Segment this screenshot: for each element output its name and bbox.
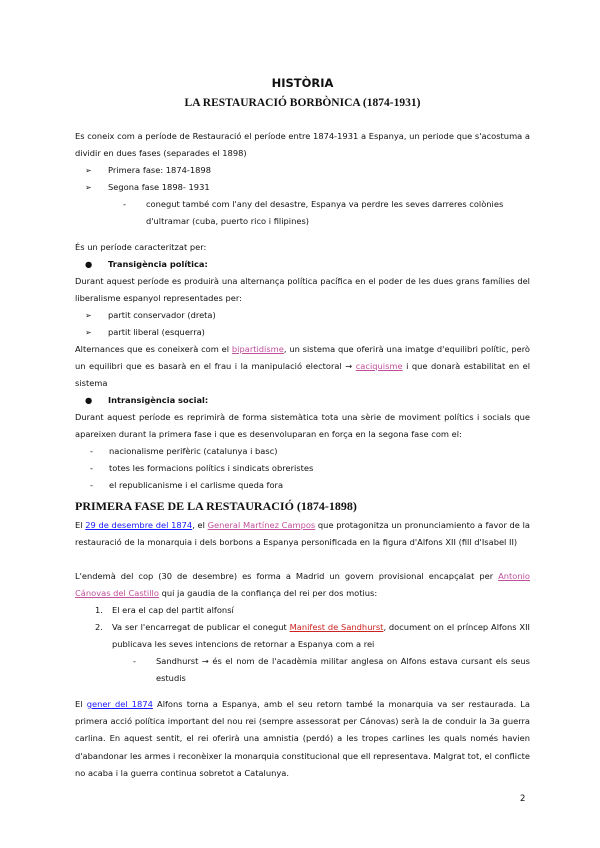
bipartidisme-link[interactable]: bipartidisme — [231, 344, 284, 354]
dash-bullet-icon: - — [90, 463, 93, 473]
first-phase-paragraph-3 — [75, 696, 530, 782]
social-label: Intransigència social: — [108, 395, 209, 405]
reason-text-block — [112, 619, 530, 653]
first-phase-paragraph-2 — [75, 568, 530, 602]
paragraph-text: , el — [192, 520, 205, 530]
arrow-bullet-icon: ➢ — [85, 183, 92, 192]
numbered-item — [95, 602, 530, 619]
alternances-text: i que donarà estabilitat en el sistema — [75, 361, 531, 389]
reason-text: El era el cap del partit alfonsí — [112, 605, 234, 615]
social-item: totes les formacions polítics i sindicats obreristes — [109, 463, 314, 473]
dash-bullet-icon: - — [90, 446, 93, 456]
paragraph-text: Alfons torna a Espanya, amb el seu retorn també la monarquia va ser restaurada. La primera acció política important del nou rei (sempre assessorat per Cánovas) serà la de conduir la 3a guerra carlina. En aquest sentit, el rei oferirà una amnistia (perdó) a les tropes carlines les quals només havien d'abandonar les armes i reconèixer la monarquia constitucional que ell representava. Malgrat tot, el conflicte no acaba i la guerra continua sobretot a Catalunya. — [75, 699, 531, 778]
social-paragraph: Durant aquest període es reprimirà de forma sistemàtica tota una sèrie de moviment polítics i socials que apareixen durant la primera fase i que es desenvoluparan en força en la segona fase com el: — [75, 412, 530, 440]
characterized-line: És un període caracteritzat per: — [75, 242, 207, 252]
page-subtitle: LA RESTAURACIÓ BORBÒNICA (1874-1931) — [184, 97, 421, 109]
martinez-campos-link[interactable]: General Martínez Campos — [207, 520, 316, 530]
arrow-bullet-icon: ➢ — [85, 311, 92, 320]
arrow-bullet-icon: ➢ — [85, 166, 92, 175]
sandhurst-note: Sandhurst → és el nom de l'acadèmia militar anglesa on Alfons estava cursant els seus estudis — [156, 656, 530, 684]
paragraph-text: qui ja gaudia de la confiança del rei per dos motius: — [158, 588, 378, 599]
first-phase-paragraph-1 — [75, 517, 530, 551]
manifest-link[interactable]: Manifest de Sandhurst — [289, 622, 384, 632]
item-number: 2. — [95, 622, 103, 632]
phase-item: Segona fase 1898- 1931 — [108, 182, 210, 192]
list-item — [90, 460, 314, 477]
dot-bullet-icon: ● — [85, 395, 93, 405]
caciquisme-link[interactable]: caciquisme — [355, 361, 403, 372]
social-item: el republicanisme i el carlisme queda fora — [109, 480, 284, 490]
canovas-link[interactable]: Antonio Cánovas del Castillo — [75, 571, 530, 599]
section-heading: PRIMERA FASE DE LA RESTAURACIÓ (1874-1898) — [75, 499, 357, 513]
dash-bullet-icon: - — [123, 199, 126, 209]
list-item — [90, 477, 284, 494]
page-title: HISTÒRIA — [271, 76, 334, 90]
paragraph-text: El — [75, 520, 83, 530]
intro-paragraph: Es coneix com a període de Restauració el període entre 1874-1931 a Espanya, un periode que s'acostuma a dividir en dues fases (separades el 1898) — [75, 131, 530, 159]
party-item: partit liberal (esquerra) — [108, 327, 205, 337]
phase-note: conegut també com l'any del desastre, Espanya va perdre les seves darreres colònies d'ultramar (cuba, puerto rico i filipines) — [146, 199, 504, 227]
dash-bullet-icon: - — [133, 656, 136, 666]
reason-text: , document on el príncep Alfons XII publicava les seves intencions de retornar a Espanya com a rei — [112, 622, 530, 650]
paragraph-text: El — [75, 699, 83, 709]
dot-bullet-icon: ● — [85, 259, 93, 269]
reason-text: Va ser l'encarregat de publicar el conegut — [112, 622, 290, 632]
date-link[interactable]: gener del 1874 — [86, 699, 153, 709]
item-number: 1. — [95, 605, 103, 615]
dash-bullet-icon: - — [90, 480, 93, 490]
social-item: nacionalisme perifèric (catalunya i basc) — [109, 446, 278, 456]
paragraph-text: L'endemà del cop (30 de desembre) es forma a Madrid un govern provisional encapçalat per — [75, 571, 494, 581]
alternances-text: , un sistema que oferirà una imatge d'equilibri polític, però un equilibri que es basarà en el frau i la manipulació electoral → — [75, 344, 531, 372]
page-number: 2 — [520, 794, 526, 804]
alternances-paragraph — [75, 341, 530, 393]
date-link[interactable]: 29 de desembre del 1874 — [85, 520, 193, 530]
party-item: partit conservador (dreta) — [108, 310, 216, 320]
political-paragraph: Durant aquest període es produirà una alternança política pacífica en el poder de les dues grans famílies del liberalisme espanyol representades per: — [75, 276, 530, 304]
phase-item: Primera fase: 1874-1898 — [108, 165, 211, 175]
list-item — [133, 653, 530, 684]
paragraph-text: que protagonitza un pronunciamiento a favor de la restauració de la monarquia i dels borbons a Espanya personificada en la figura d'Alfons XII (fill d'Isabel II) — [75, 520, 530, 548]
list-item — [90, 443, 278, 460]
alternances-text: Alternances que es coneixerà com el — [75, 344, 230, 354]
arrow-bullet-icon: ➢ — [85, 328, 92, 337]
political-label: Transigència política: — [108, 259, 208, 269]
numbered-item — [95, 619, 530, 650]
